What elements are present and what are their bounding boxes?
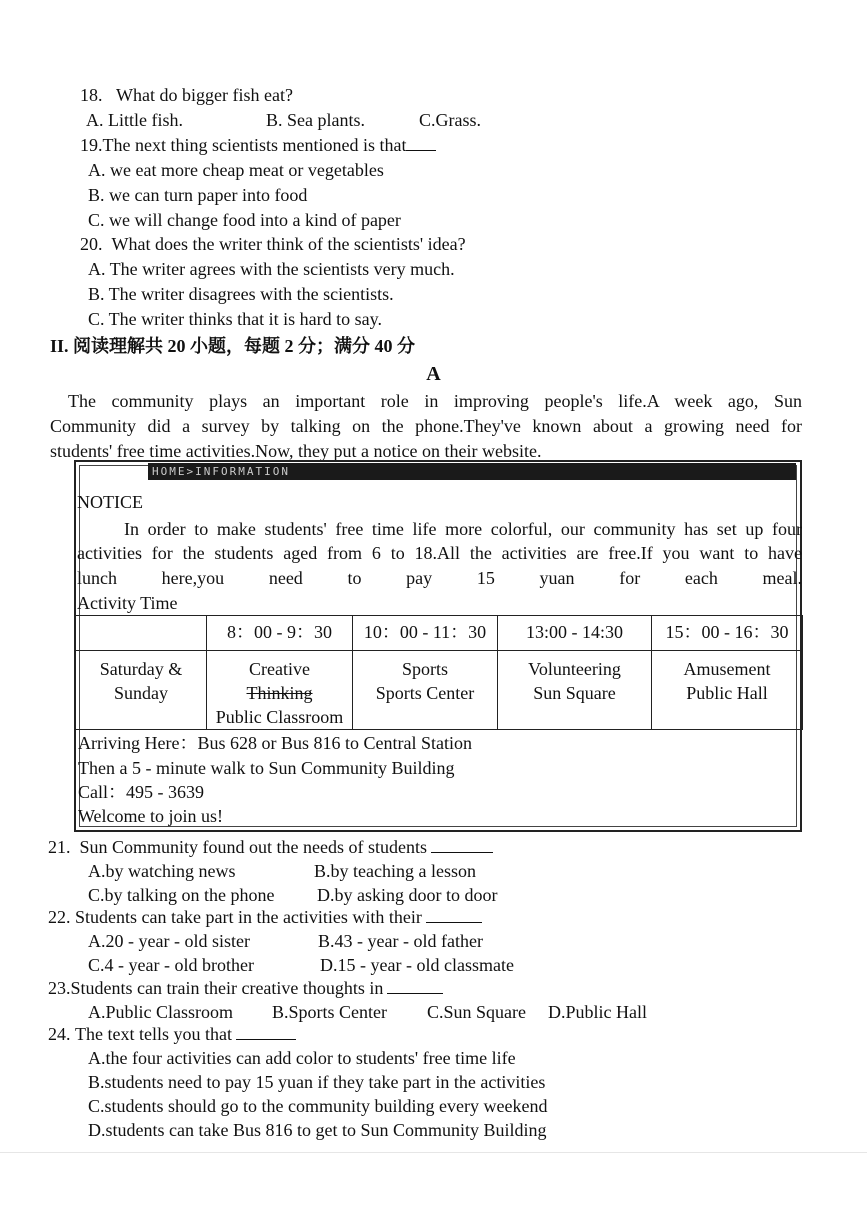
q19-option-b: B. we can turn paper into food [88,185,308,205]
answer-blank [426,906,482,923]
q18-number: 18. [80,85,103,105]
activity-cell-sports [353,651,498,730]
section-heading: II. 阅读理解共 20 小题，每题 2 分；满分 40 分 [50,336,416,356]
activity-place: Sports Center [375,683,475,703]
time-slot-2: 10：00 - 11：30 [353,616,498,651]
q22-option-c: C.4 - year - old brother [88,955,254,975]
q20-number: 20. [80,234,103,254]
q22-option-d: D.15 - year - old classmate [320,955,514,975]
activity-place: Public Hall [686,683,768,703]
time-slot-3: 13:00 - 14:30 [498,616,652,651]
q21-number: 21. [48,837,71,857]
q23-option-c: C.Sun Square [427,1002,526,1022]
q21-stem [48,836,493,858]
q23-option-d: D.Public Hall [548,1002,647,1022]
activity-cell-creative [207,651,353,730]
q21-option-d: D.by asking door to door [317,885,498,905]
answer-blank [406,134,436,151]
q20-option-c: C. The writer thinks that it is hard to say. [88,309,382,329]
q24-stem [48,1023,296,1045]
info-call: Call：495 - 3639 [78,782,204,802]
q19-text: The next thing scientists mentioned is that [102,135,407,155]
info-arriving: Arriving Here：Bus 628 or Bus 816 to Central Station [78,733,472,753]
q18-options [0,109,867,131]
q20-option-b: B. The writer disagrees with the scientists. [88,284,394,304]
q24-text: The text tells you that [75,1024,232,1044]
page-bottom-rule [0,1152,867,1153]
answer-blank [431,836,493,853]
q18-stem [80,84,293,106]
q24-option-a: A.the four activities can add color to students' free time life [88,1048,516,1068]
q22-options-row-2 [0,954,867,976]
q19-option-a: A. we eat more cheap meat or vegetables [88,160,384,180]
q22-option-a: A.20 - year - old sister [88,931,250,951]
activity-name: Creative [249,659,310,679]
info-welcome: Welcome to join us! [78,806,224,826]
q22-number: 22. [48,907,71,927]
q19-option-c: C. we will change food into a kind of paper [88,210,401,230]
info-walk: Then a 5 - minute walk to Sun Community Building [78,758,455,778]
intro-line-3: students' free time activities.Now, they put a notice on their website. [50,441,542,461]
q21-option-b: B.by teaching a lesson [314,861,476,881]
q23-number: 23. [48,978,71,998]
table-corner-cell [76,616,207,651]
q18-text: What do bigger fish eat? [116,85,293,105]
activity-cell-amusement [652,651,803,730]
q22-option-b: B.43 - year - old father [318,931,483,951]
q23-option-a: A.Public Classroom [88,1002,234,1022]
intro-line-1: The community plays an important role in improving people's life.A week ago, Sun [68,391,802,411]
q24-number: 24. [48,1024,71,1044]
notice-line-2: activities for the students aged from 6 to 18.All the activities are free.If you want to have [77,543,802,563]
notice-line-1: In order to make students' free time life more colorful, our community has set up four [124,519,802,539]
q23-text: Students can train their creative thoughts in [70,978,384,998]
q23-options [0,1001,867,1023]
q23-stem [48,977,443,999]
day-line-2: Sunday [114,683,168,703]
intro-line-2: Community did a survey by talking on the phone.They've known about a growing need for [50,416,802,436]
answer-blank [387,977,443,994]
struck-word: Thinking [246,683,313,703]
q21-text: Sun Community found out the needs of students [79,837,427,857]
activity-cell-volunteering [498,651,652,730]
notice-title: NOTICE [77,492,143,512]
q21-option-a: A.by watching news [88,861,236,881]
q20-stem [80,233,466,255]
q22-text: Students can take part in the activities with their [75,907,422,927]
q19-stem [80,134,436,156]
q20-option-a: A. The writer agrees with the scientists very much. [88,259,455,279]
passage-letter: A [426,363,441,385]
q22-options-row-1 [0,930,867,952]
table-row [76,651,803,730]
q23-option-b: B.Sports Center [272,1002,387,1022]
table-header-row [76,616,803,651]
day-cell [76,651,207,730]
q22-stem [48,906,482,928]
q18-option-c: C.Grass. [419,110,481,130]
activity-name: Sports [401,659,448,679]
answer-blank [236,1023,296,1040]
q24-option-b: B.students need to pay 15 yuan if they take part in the activities [88,1072,546,1092]
q21-options-row-2 [0,884,867,906]
activity-name: Amusement [683,659,771,679]
q24-option-d: D.students can take Bus 816 to get to Sun Community Building [88,1120,547,1140]
activity-name: Volunteering [528,659,621,679]
q18-option-a: A. Little fish. [86,110,183,130]
q20-text: What does the writer think of the scientists' idea? [111,234,466,254]
q24-option-c: C.students should go to the community building every weekend [88,1096,548,1116]
q18-option-b: B. Sea plants. [266,110,365,130]
day-line-1: Saturday & [99,659,183,679]
activity-place: Sun Square [533,683,616,703]
notice-line-3: lunch here,you need to pay 15 yuan for each meal. [77,568,802,588]
website-breadcrumb-bar: HOME>INFORMATION [148,463,796,480]
q21-option-c: C.by talking on the phone [88,885,275,905]
activity-schedule-table [75,615,803,730]
time-slot-1: 8：00 - 9：30 [207,616,353,651]
time-slot-4: 15：00 - 16：30 [652,616,803,651]
q21-options-row-1 [0,860,867,882]
activity-place: Public Classroom [215,707,344,727]
q19-number: 19. [80,135,103,155]
activity-time-label: Activity Time [77,593,178,613]
